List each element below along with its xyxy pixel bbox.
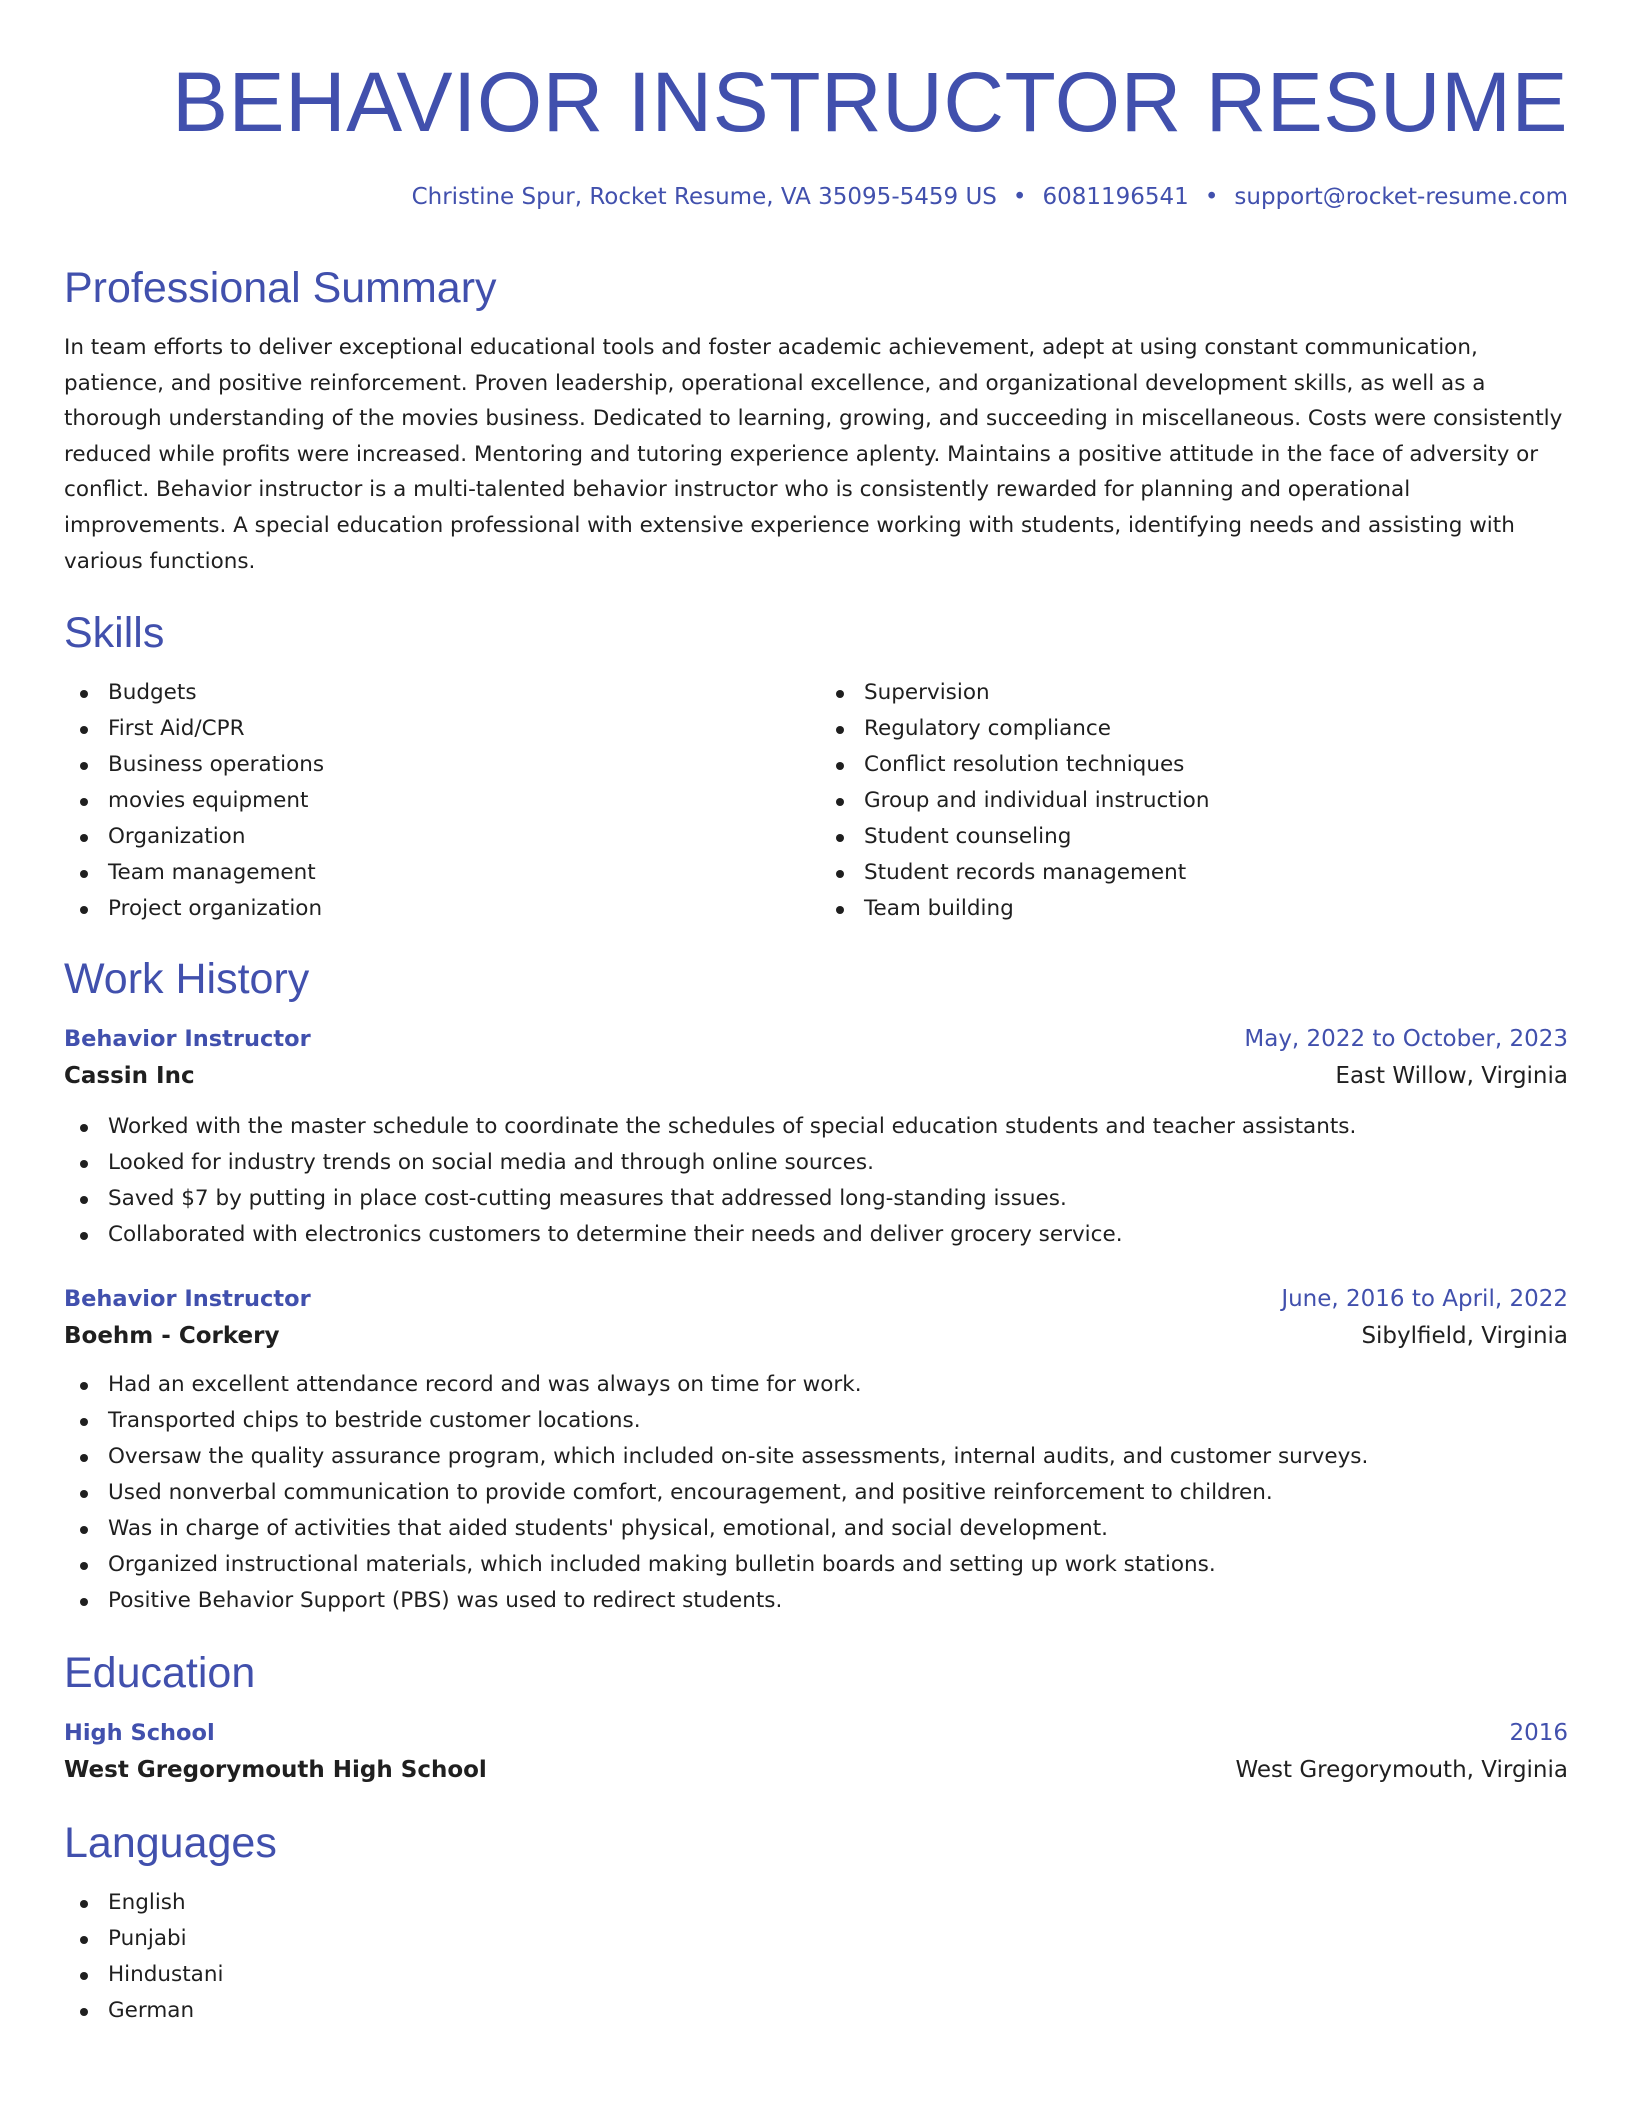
- education-location: West Gregorymouth, Virginia: [1235, 1757, 1568, 1784]
- skill-item: Conflict resolution techniques: [820, 747, 1568, 783]
- skill-item: Group and individual instruction: [820, 783, 1568, 819]
- work-history-section: [64, 951, 1568, 1619]
- education-section: [64, 1645, 1568, 1789]
- contact-phone: 6081196541: [1042, 184, 1189, 210]
- skills-column-left: [64, 675, 812, 927]
- skills-section: [64, 605, 1568, 927]
- languages-list: [64, 1885, 1568, 2029]
- section-heading-education: Education: [64, 1649, 256, 1698]
- job-header-row: [64, 1021, 1568, 1057]
- language-item: Hindustani: [64, 1957, 1568, 1993]
- job-entry: [64, 1021, 1568, 1253]
- language-item: English: [64, 1885, 1568, 1921]
- language-item: Punjabi: [64, 1921, 1568, 1957]
- resume-title: BEHAVIOR INSTRUCTOR RESUME: [171, 55, 1568, 149]
- job-duty-item: Organized instructional materials, which included making bulletin boards and setting up work stations.: [64, 1547, 1568, 1583]
- skill-item: movies equipment: [64, 783, 812, 819]
- skill-item: First Aid/CPR: [64, 711, 812, 747]
- contact-address: Christine Spur, Rocket Resume, VA 35095-5459 US: [411, 184, 997, 210]
- education-degree: High School: [64, 1720, 215, 1747]
- languages-section: [64, 1815, 1568, 2029]
- job-duty-item: Was in charge of activities that aided students' physical, emotional, and social development.: [64, 1511, 1568, 1547]
- summary-section: [64, 260, 1568, 579]
- skill-item: Organization: [64, 819, 812, 855]
- job-duty-item: Transported chips to bestride customer locations.: [64, 1403, 1568, 1439]
- skill-item: Supervision: [820, 675, 1568, 711]
- job-title: Behavior Instructor: [64, 1026, 311, 1053]
- job-employer: Cassin Inc: [64, 1063, 195, 1090]
- skill-item: Regulatory compliance: [820, 711, 1568, 747]
- job-duty-item: Oversaw the quality assurance program, which included on-site assessments, internal audits, and customer surveys.: [64, 1439, 1568, 1475]
- job-duty-item: Positive Behavior Support (PBS) was used to redirect students.: [64, 1583, 1568, 1619]
- education-entry: [64, 1715, 1568, 1789]
- job-employer-row: [64, 1057, 1568, 1095]
- job-dates: June, 2016 to April, 2022: [1281, 1286, 1568, 1313]
- skill-item: Budgets: [64, 675, 812, 711]
- skills-list-left: [64, 675, 812, 927]
- summary-text: In team efforts to deliver exceptional educational tools and foster academic achievement, adept at using constant communication, patience, and positive reinforcement. Proven leadership, operational excellence, and organizational development skills, as well as a thorough understanding of the movies business. Dedicated to learning, growing, and succeeding in miscellaneous. Costs were consistently reduced while profits were increased. Mentoring and tutoring experience aplenty. Maintains a positive attitude in the face of adversity or conflict. Behavior instructor is a multi-talented behavior instructor who is consistently rewarded for planning and operational improvements. A special education professional with extensive experience working with students, identifying needs and assisting with various functions.: [64, 335, 1563, 574]
- skill-item: Team management: [64, 855, 812, 891]
- job-header-row: [64, 1281, 1568, 1317]
- skills-list-right: [820, 675, 1568, 927]
- job-entry: [64, 1281, 1568, 1619]
- job-duty-item: Collaborated with electronics customers to determine their needs and deliver grocery service.: [64, 1217, 1568, 1253]
- skill-item: Team building: [820, 891, 1568, 927]
- language-item: German: [64, 1993, 1568, 2029]
- skills-column-right: [812, 675, 1568, 927]
- contact-line: [64, 182, 1568, 212]
- education-year: 2016: [1509, 1720, 1568, 1747]
- skill-item: Project organization: [64, 891, 812, 927]
- contact-email: support@rocket-resume.com: [1234, 184, 1568, 210]
- education-header-row: [64, 1715, 1568, 1751]
- job-dates: May, 2022 to October, 2023: [1244, 1026, 1568, 1053]
- job-location: Sibylfield, Virginia: [1361, 1323, 1568, 1350]
- skills-columns: [64, 675, 1568, 927]
- job-employer-row: [64, 1317, 1568, 1355]
- section-heading-skills: Skills: [64, 609, 165, 658]
- section-heading-languages: Languages: [64, 1819, 277, 1868]
- skill-item: Student counseling: [820, 819, 1568, 855]
- contact-separator: •: [1204, 184, 1219, 210]
- job-duties-list: [64, 1367, 1568, 1619]
- job-location: East Willow, Virginia: [1335, 1063, 1568, 1090]
- job-duties-list: [64, 1109, 1568, 1253]
- section-heading-summary: Professional Summary: [64, 264, 497, 312]
- education-school-row: [64, 1751, 1568, 1789]
- job-duty-item: Had an excellent attendance record and was always on time for work.: [64, 1367, 1568, 1403]
- job-duty-item: Used nonverbal communication to provide comfort, encouragement, and positive reinforcement to children.: [64, 1475, 1568, 1511]
- job-employer: Boehm - Corkery: [64, 1323, 280, 1350]
- contact-separator: •: [1012, 184, 1027, 210]
- section-heading-work-history: Work History: [64, 955, 310, 1004]
- education-school: West Gregorymouth High School: [64, 1757, 487, 1784]
- skill-item: Business operations: [64, 747, 812, 783]
- job-duty-item: Worked with the master schedule to coordinate the schedules of special education students and teacher assistants.: [64, 1109, 1568, 1145]
- job-duty-item: Looked for industry trends on social media and through online sources.: [64, 1145, 1568, 1181]
- skill-item: Student records management: [820, 855, 1568, 891]
- job-duty-item: Saved $7 by putting in place cost-cutting measures that addressed long-standing issues.: [64, 1181, 1568, 1217]
- job-title: Behavior Instructor: [64, 1286, 311, 1313]
